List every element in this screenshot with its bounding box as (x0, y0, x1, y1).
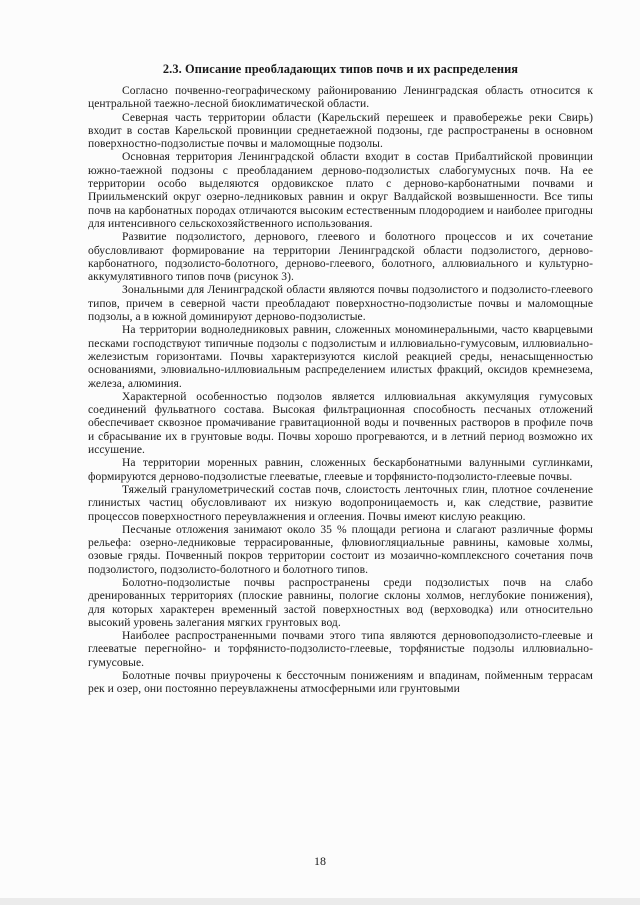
paragraph: Зональными для Ленинградской области являются почвы подзолистого и подзолисто-глеевого типов, причем в северной части преобладают поверхностно-подзолистые почвы и маломощные подзолы, а в южной доминируют дерново-подзолистые. (88, 284, 593, 324)
paragraph: Тяжелый гранулометрический состав почв, слоистость ленточных глин, плотное сочленение глинистых частиц обусловливают их низкую водопроницаемость и, как следствие, развитие процессов поверхностного переувлажнения и оглеения. Почвы имеют кислую реакцию. (88, 483, 593, 523)
paragraph: Основная территория Ленинградской области входит в состав Прибалтийской провинции южно-таежной подзоны с преобладанием дерново-подзолистых слабогумусных почв. На ее территории особо выделяются ордовикское плато с дерново-карбонатными почвами и Приильменский округ озерно-ледниковых равнин и округ Валдайской возвышенности. Все типы почв на карбонатных породах отличаются высоким естественным плодородием и наиболее пригодны для интенсивного сельскохозяйственного использования. (88, 151, 593, 230)
page-number: 18 (314, 854, 326, 868)
paragraph: На территории водноледниковых равнин, сложенных мономинеральными, часто кварцевыми песками господствуют типичные подзолы с подзолистым и иллювиально-гумусовым, иллювиально-железистым горизонтами. Почвы характеризуются кислой реакцией среды, ненасыщенностью основаниями, элювиально-иллювиальным распределением илистых фракций, оксидов кремнезема, железа, алюминия. (88, 324, 593, 390)
paragraph: Болотно-подзолистые почвы распространены среди подзолистых почв на слабо дренированных территориях (плоские равнины, пологие склоны холмов, неглубокие понижения), для которых характерен временный застой поверхностных вод (верховодка) или относительно высокий уровень залегания мягких грунтовых вод. (88, 576, 593, 629)
paragraph: Северная часть территории области (Карельский перешеек и правобережье реки Свирь) входит в состав Карельской провинции среднетаежной подзоны, где распространены в основном поверхностно-подзолистые почвы и маломощные подзолы. (88, 111, 593, 151)
paragraph: Песчаные отложения занимают около 35 % площади региона и слагают различные формы рельефа: озерно-ледниковые террасированные, флювиогляциальные равнины, камовые холмы, озовые гряды. Почвенный покров территории состоит из мозаично-комплексного сочетания почв подзолистого, подзолисто-болотного и болотного типов. (88, 523, 593, 576)
section-heading: 2.3. Описание преобладающих типов почв и их распределения (162, 62, 519, 76)
paragraph: Развитие подзолистого, дернового, глеевого и болотного процессов и их сочетание обусловливают формирование на территории Ленинградской области подзолистого, дерново-карбонатного, подзолисто-болотного, дерново-глеевого, болотного, аллювиального и культурно-аккумулятивного типов почв (рисунок 3). (88, 231, 593, 284)
paragraph: Наиболее распространенными почвами этого типа являются дерновоподзолисто-глеевые и глееватые перегнойно- и торфянисто-подзолисто-глеевые, торфянистые подзолы иллювиально-гумусовые. (88, 630, 593, 669)
scan-bottom-edge (0, 898, 640, 905)
page-body (88, 62, 593, 697)
paragraph: Согласно почвенно-географическому районированию Ленинградская область относится к центральной таежно-лесной биоклиматической области. (88, 85, 593, 111)
paragraph: Болотные почвы приурочены к бессточным понижениям и впадинам, пойменным террасам рек и озер, они постоянно переувлажнены атмосферными или грунтовыми (88, 670, 593, 696)
paragraph: На территории моренных равнин, сложенных бескарбонатными валунными суглинками, формируются дерново-подзолистые глееватые, глеевые и торфянисто-подзолисто-глеевые почвы. (88, 457, 593, 483)
paragraph: Характерной особенностью подзолов является иллювиальная аккумуляция гумусовых соединений фульватного состава. Высокая фильтрационная способность песчаных отложений обеспечивает сквозное промачивание гравитационной воды и почвенных растворов в профиле почв и сбрасывание их в грунтовые воды. Почвы хорошо прогреваются, и в летний период возможно их иссушение. (88, 390, 593, 457)
